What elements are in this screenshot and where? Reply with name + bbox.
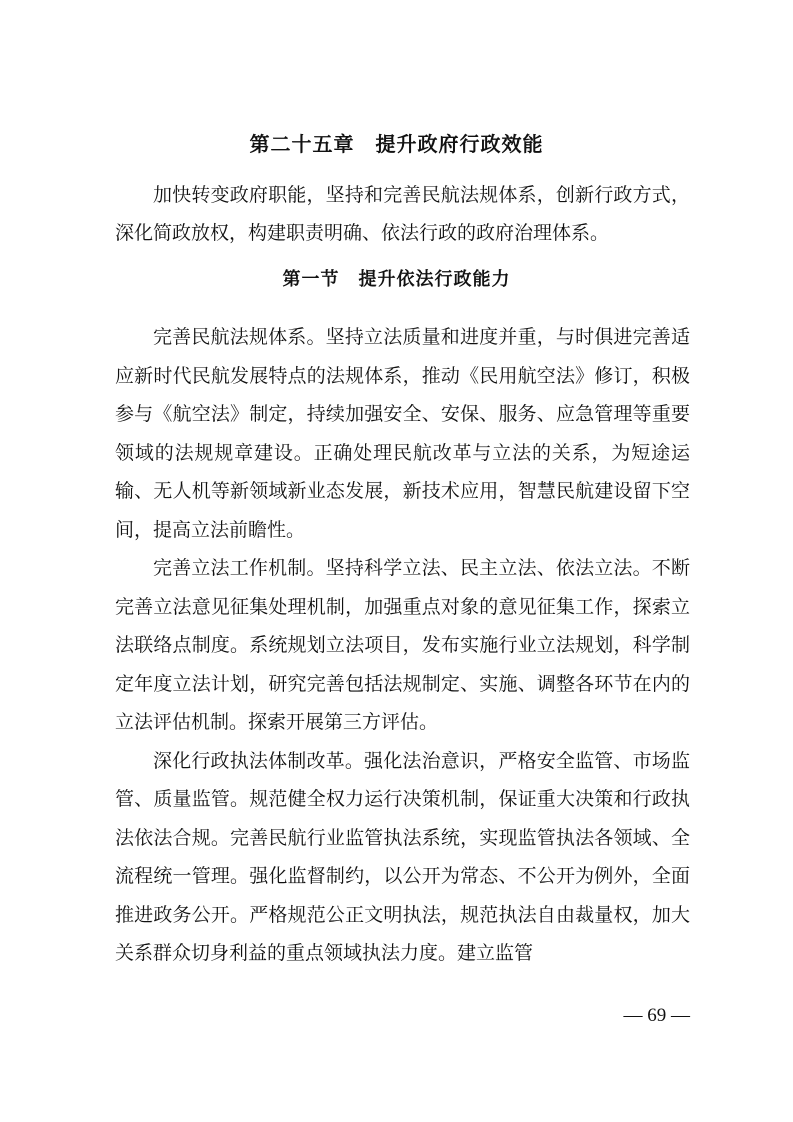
section-title: 第一节 提升依法行政能力	[282, 269, 511, 290]
paragraph: 完善民航法规体系。坚持立法质量和进度并重，与时俱进完善适应新时代民航发展特点的法规体系，推动《民用航空法》修订，积极参与《航空法》制定，持续加强安全、安保、服务、应急管理等重要领域的法规规章建设。正确处理民航改革与立法的关系，为短途运输、无人机等新领域新业态发展，新技术应用，智慧民航建设留下空间，提高立法前瞻性。	[115, 326, 690, 541]
chapter-intro: 加快转变政府职能，坚持和完善民航法规体系，创新行政方式，深化简政放权，构建职责明确、依法行政的政府治理体系。	[115, 184, 690, 244]
page-number: — 69 —	[623, 1005, 690, 1026]
section-body	[115, 318, 690, 973]
chapter-title: 第二十五章 提升政府行政效能	[249, 132, 544, 156]
paragraph: 深化行政执法体制改革。强化法治意识，严格安全监管、市场监管、质量监管。规范健全权力运行决策机制，保证重大决策和行政执法依法合规。完善民航行业监管执法系统，实现监管执法各领域、全流程统一管理。强化监督制约，以公开为常态、不公开为例外，全面推进政务公开。严格规范公正文明执法，规范执法自由裁量权，加大关系群众切身利益的重点领域执法力度。建立监管	[115, 749, 690, 964]
paragraph: 完善立法工作机制。坚持科学立法、民主立法、依法立法。不断完善立法意见征集处理机制，加强重点对象的意见征集工作，探索立法联络点制度。系统规划立法项目，发布实施行业立法规划，科学制定年度立法计划，研究完善包括法规制定、实施、调整各环节在内的立法评估机制。探索开展第三方评估。	[115, 557, 690, 733]
